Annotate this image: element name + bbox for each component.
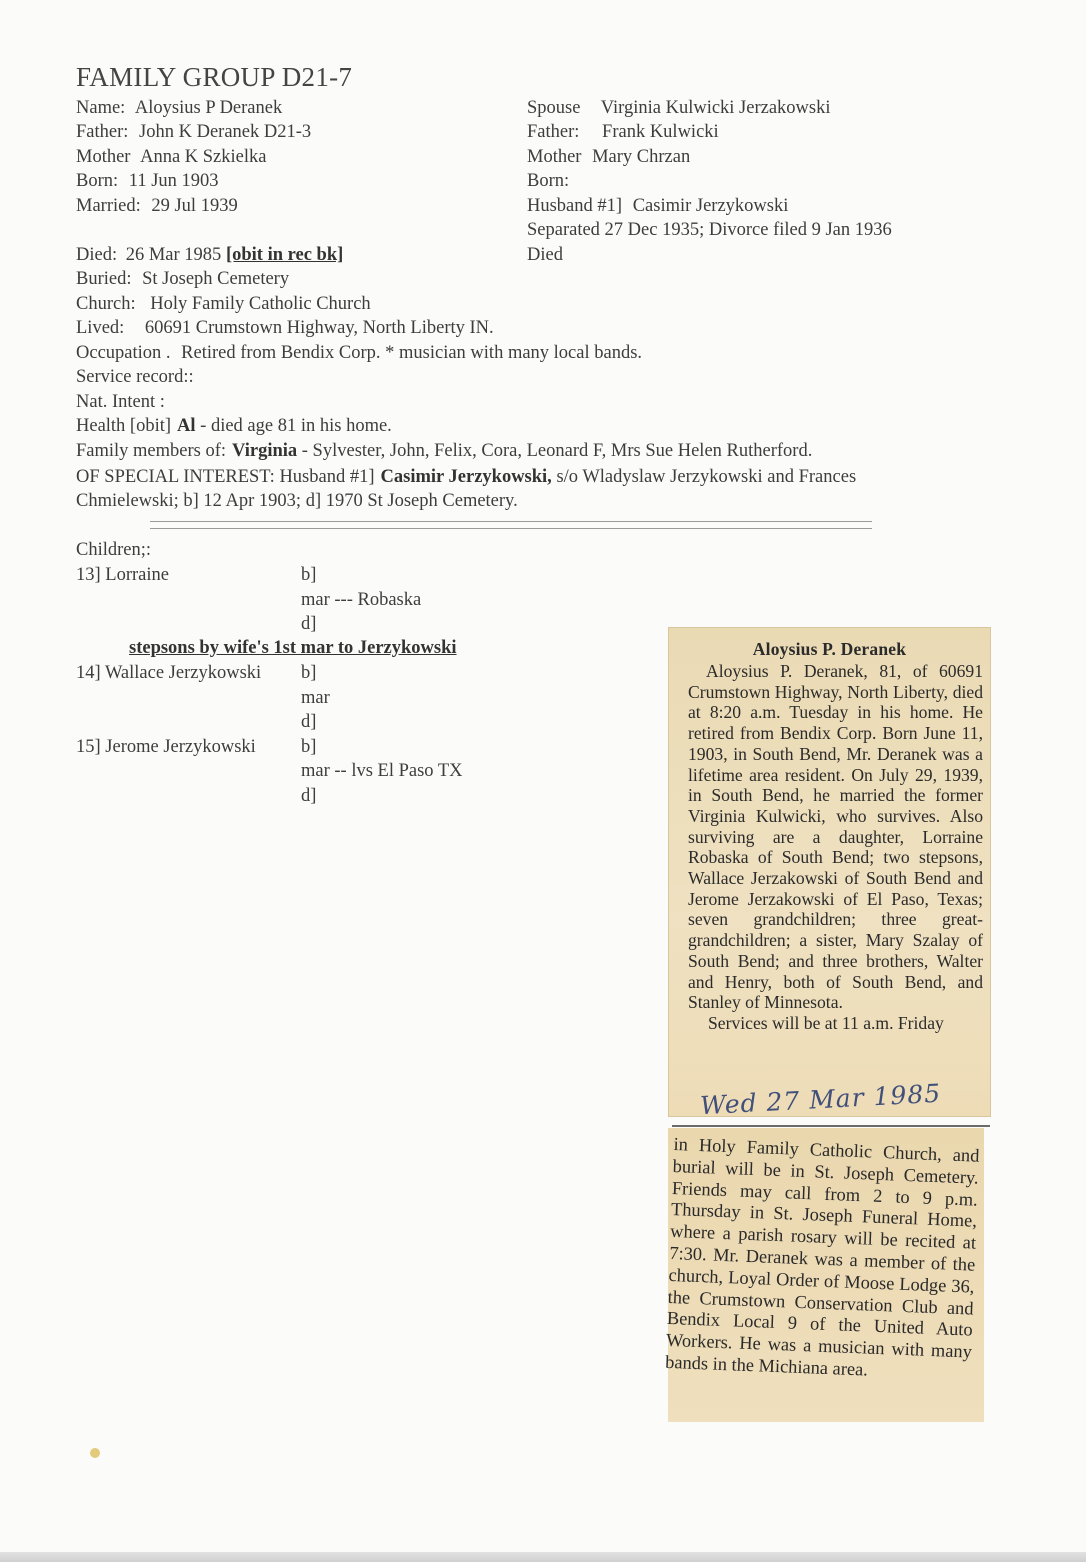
buried-row <box>76 269 289 290</box>
obituary-services: Services will be at 11 a.m. Friday <box>708 1012 944 1033</box>
obituary-body: Aloysius P. Deranek, 81, of 60691 Crumstown Highway, North Liberty, died at 8:20 a.m. Tuesday in his home. He retired from Bendix Corp. Born June 11, 1903, in South Bend, Mr. Deranek was a lifetime area resident. On July 29, 1939, in South Bend, he married the former Virginia Kulwicki, who survives. Also surviving are a daughter, Lorraine Robaska of South Bend; two stepsons, Wallace Jerzakowski of South Bend and Jerome Jerzakowski of El Paso, Texas; seven grandchildren; three great-grandchildren; a sister, Mary Szalay of South Bend; and three brothers, Walter and Henry, both of South Bend, and Stanley of Minnesota. <box>688 661 983 1013</box>
page-bottom-edge <box>0 1552 1086 1562</box>
name-value: Aloysius P Deranek <box>134 98 283 118</box>
family-row <box>76 441 812 462</box>
stepsons-heading: stepsons by wife's 1st mar to Jerzykowski <box>129 638 457 658</box>
special-interest-text-2: Chmielewski; b] 12 Apr 1903; d] 1970 St Joseph Cemetery. <box>76 491 518 511</box>
page-title: FAMILY GROUP D21-7 <box>76 62 353 92</box>
spouse-mother-value: Mary Chrzan <box>592 147 691 167</box>
health-label: Health [obit] <box>76 416 172 436</box>
buried-value: St Joseph Cemetery <box>142 269 290 289</box>
spouse-father-label: Father: <box>527 122 580 142</box>
occupation-value: Retired from Bendix Corp. * musician with many local bands. <box>181 343 643 363</box>
family-name: Virginia <box>232 441 298 461</box>
child-13-died: d] <box>301 614 317 634</box>
spouse-value: Virginia Kulwicki Jerzakowski <box>600 98 831 118</box>
spouse-father-value: Frank Kulwicki <box>602 122 719 142</box>
married-value: 29 Jul 1939 <box>151 196 238 216</box>
child-15-married: mar -- lvs El Paso TX <box>301 761 463 781</box>
child-14-born: b] <box>301 663 317 683</box>
child-13-born: b] <box>301 565 317 585</box>
occupation-label: Occupation . <box>76 343 171 363</box>
child-14-died: d] <box>301 712 317 732</box>
spouse-mother-label: Mother <box>527 147 582 167</box>
born-label: Born: <box>76 171 119 191</box>
separated-note: Separated 27 Dec 1935; Divorce filed 9 Jan 1936 <box>527 220 892 240</box>
died-value: 26 Mar 1985 <box>125 245 222 265</box>
husband-value: Casimir Jerzykowski <box>632 196 789 216</box>
obituary-clipping <box>668 627 991 1117</box>
church-label: Church: <box>76 294 136 314</box>
special-interest-text-1: s/o Wladyslaw Jerzykowski and Frances <box>551 467 857 487</box>
health-name: Al <box>177 416 196 436</box>
mother-row <box>76 147 266 168</box>
child-15-name: 15] Jerome Jerzykowski <box>76 737 256 757</box>
special-interest-name: Casimir Jerzykowski, <box>380 467 552 487</box>
married-row <box>76 196 238 217</box>
child-15-born: b] <box>301 737 317 757</box>
born-row <box>76 171 219 192</box>
name-label: Name: <box>76 98 126 118</box>
children-label: Children;: <box>76 540 152 560</box>
lived-label: Lived: <box>76 318 125 338</box>
handwritten-date: Wed 27 Mar 1985 <box>699 1078 942 1121</box>
died-label: Died: <box>76 245 118 265</box>
father-value: John K Deranek D21-3 <box>139 122 312 142</box>
spouse-born-label: Born: <box>527 171 570 191</box>
special-interest-row <box>76 467 856 488</box>
husband-label: Husband #1] <box>527 196 623 216</box>
born-value: 11 Jun 1903 <box>128 171 219 191</box>
father-label: Father: <box>76 122 129 142</box>
special-interest-label: OF SPECIAL INTEREST: Husband #1] <box>76 467 375 487</box>
child-15-died: d] <box>301 786 317 806</box>
family-label: Family members of: <box>76 441 227 461</box>
child-14-married: mar <box>301 688 330 708</box>
spouse-mother-row <box>527 147 690 168</box>
spouse-father-row <box>527 122 719 143</box>
obituary-clipping-continued <box>664 1128 984 1422</box>
spouse-row <box>527 98 831 119</box>
spouse-label: Spouse <box>527 98 581 118</box>
lived-row <box>76 318 494 339</box>
mother-value: Anna K Szkielka <box>140 147 267 167</box>
father-row <box>76 122 311 143</box>
obit-note: [obit in rec bk] <box>225 245 344 265</box>
clipping-separator <box>672 1125 990 1127</box>
husband-row <box>527 196 788 217</box>
name-row <box>76 98 282 119</box>
family-value: - Sylvester, John, Felix, Cora, Leonard F, Mrs Sue Helen Rutherford. <box>297 441 813 461</box>
child-13-married: mar --- Robaska <box>301 590 422 610</box>
health-row <box>76 416 392 437</box>
health-value: - died age 81 in his home. <box>195 416 392 436</box>
lived-value: 60691 Crumstown Highway, North Liberty IN. <box>144 318 494 338</box>
paper-stain <box>90 1448 100 1458</box>
mother-label: Mother <box>76 147 131 167</box>
occupation-row <box>76 343 642 364</box>
died-row <box>76 245 343 266</box>
obituary-headline: Aloysius P. Deranek <box>752 639 907 659</box>
child-14-name: 14] Wallace Jerzykowski <box>76 663 262 683</box>
child-13-name: 13] Lorraine <box>76 565 169 585</box>
section-divider <box>150 521 872 529</box>
married-label: Married: <box>76 196 141 216</box>
spouse-died-label: Died <box>527 245 563 265</box>
service-record-label: Service record:: <box>76 367 194 387</box>
obituary-continued-text: in Holy Family Catholic Church, and burial will be in St. Joseph Cemetery. Friends may call from 2 to 9 p.m. Thursday in St. Joseph Funeral Home, where a parish rosary will be recited at 7:30. Mr. Deranek was a member of the church, Loyal Order of Moose Lodge 36, the Crumstown Conservation Club and Bendix Local 9 of the United Auto Workers. He was a musician with many bands in the Michiana area. <box>664 1134 980 1380</box>
church-row <box>76 294 371 315</box>
nat-intent-label: Nat. Intent : <box>76 392 165 412</box>
church-value: Holy Family Catholic Church <box>150 294 371 314</box>
buried-label: Buried: <box>76 269 132 289</box>
